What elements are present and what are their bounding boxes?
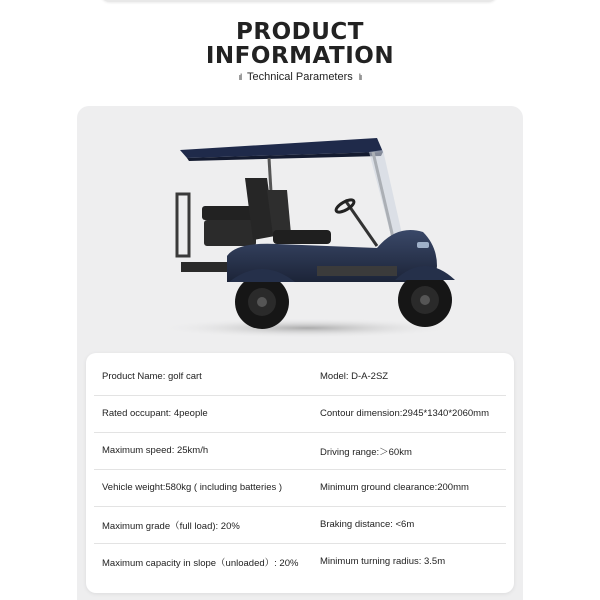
- table-row: [94, 506, 506, 544]
- title-line-2: INFORMATION: [205, 43, 395, 69]
- table-row: [94, 395, 506, 433]
- spec-turning-radius: Minimum turning radius: 3.5m: [320, 556, 446, 567]
- product-card: [77, 106, 523, 600]
- spec-maximum-speed: Maximum speed: 25km/h: [102, 445, 209, 456]
- table-row: [94, 432, 506, 470]
- table-row: [94, 543, 506, 580]
- spec-slope-capacity: Maximum capacity in slope（unloaded）: 20%: [102, 557, 299, 569]
- page-title: [0, 20, 600, 68]
- spec-driving-range: Driving range:＞60km: [320, 446, 412, 458]
- spec-vehicle-weight: Vehicle weight:580kg ( including batteries ): [102, 482, 283, 493]
- product-photo: [77, 106, 523, 352]
- table-row: [94, 469, 506, 507]
- spec-ground-clearance: Minimum ground clearance:200mm: [320, 482, 469, 493]
- section-subtitle: [0, 71, 600, 83]
- spec-braking-distance: Braking distance: <6m: [320, 519, 415, 530]
- bars-right-icon: lı: [358, 72, 362, 82]
- previous-section-edge: [100, 0, 498, 2]
- spec-contour-dimension: Contour dimension:2945*1340*2060mm: [320, 408, 490, 419]
- spec-product-name: Product Name: golf cart: [102, 371, 202, 382]
- subtitle-text: Technical Parameters: [247, 71, 353, 83]
- title-line-1: PRODUCT: [236, 19, 364, 45]
- bars-left-icon: ıl: [238, 72, 242, 82]
- golf-cart-image: [77, 106, 523, 352]
- spec-rated-occupant: Rated occupant: 4people: [102, 408, 208, 419]
- spec-maximum-grade: Maximum grade（full load): 20%: [102, 520, 240, 532]
- spec-model: Model: D-A-2SZ: [320, 371, 389, 382]
- specs-table: [86, 353, 514, 593]
- table-row: [94, 358, 506, 396]
